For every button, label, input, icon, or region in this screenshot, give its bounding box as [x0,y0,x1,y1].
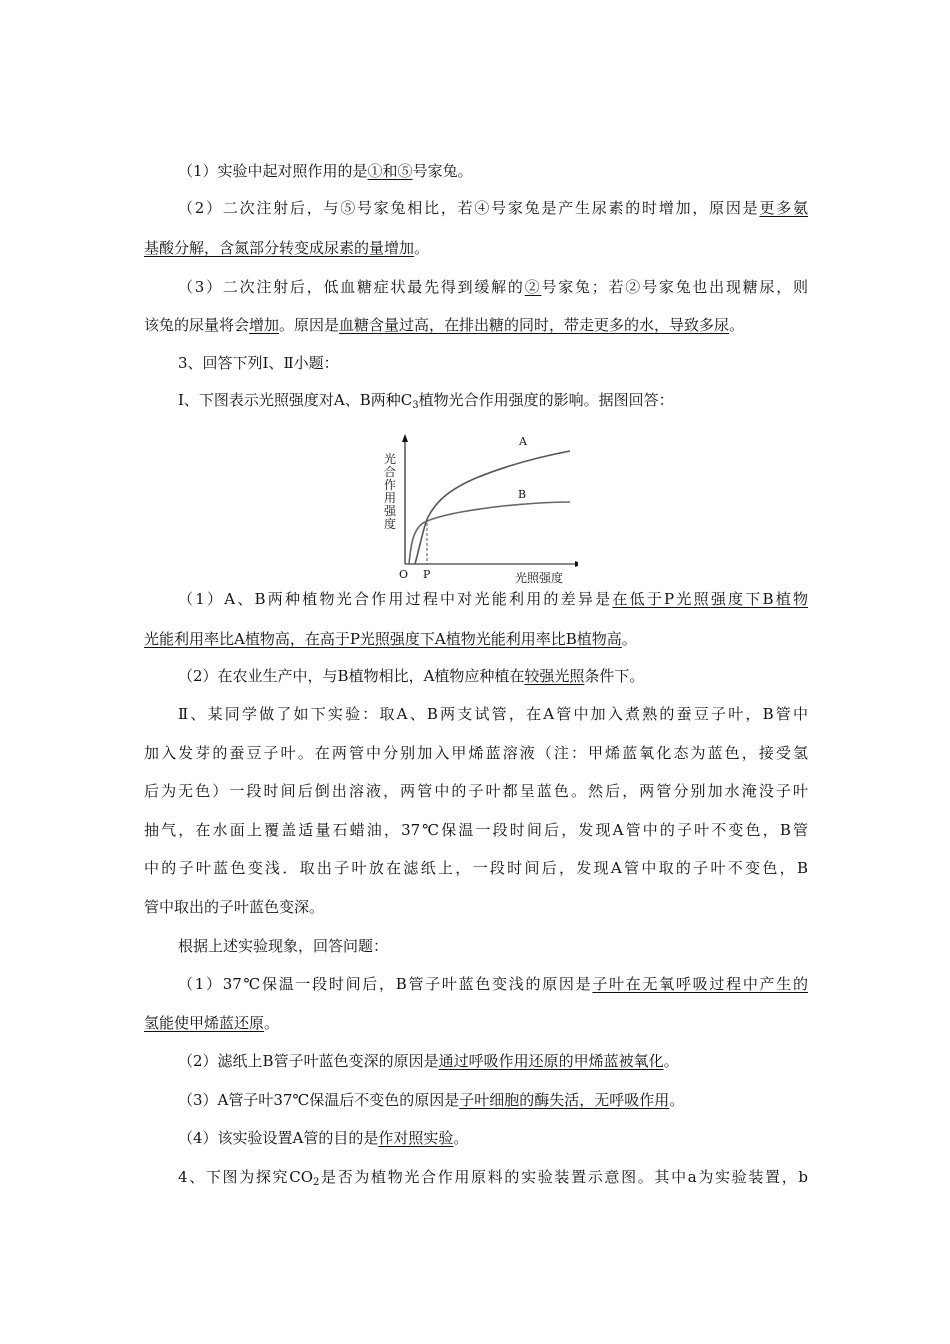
part-ii-q3-line [178,1089,808,1111]
text-segment: Ⅰ、下图表示光照强度对A、B两种C [178,391,413,409]
y-axis-label [384,451,397,531]
text-segment: 根据上述实验现象，回答问题： [178,937,389,955]
x-axis-label: 光照强度 [515,571,564,585]
part-ii-q4-line [178,1127,808,1149]
text-segment: Ⅱ、某同学做了如下实验：取A、B两支试管，在A管中加入煮熟的蚕豆子叶，B管中 [178,705,808,723]
p-label: P [423,568,431,581]
curve-b-label: B [518,488,527,501]
text-segment: 。 [669,1091,685,1109]
q2-urea-line-1 [178,197,808,219]
text-segment: 。 [663,1052,679,1070]
text-segment: 后为无色）一段时间后倒出溶液，两管中的子叶都呈蓝色。然后，两管分别加水淹没子叶 [144,782,808,800]
text-segment: （4）该实验设置A管的目的是 [178,1129,379,1147]
part-ii-para-line-4 [144,819,808,841]
y-axis-label-char: 光 [384,452,397,466]
text-segment: （1）37℃保温一段时间后，B管子叶蓝色变浅的原因是 [178,975,593,993]
answer-underlined: 在低于P光照强度下B植物 [612,590,808,608]
text-segment: 号家兔。 [412,162,473,180]
answer-underlined: ①和⑤ [367,162,413,180]
curve-b [409,502,570,564]
part-ii-q1-line-1 [178,973,808,995]
part-i-intro [178,389,808,417]
y-axis-label-char: 强 [384,504,397,518]
text-segment: 。 [264,1014,280,1032]
part-ii-para-line-2 [144,742,808,764]
part-ii-para-line-6 [144,896,808,918]
curve-a-label: A [519,435,527,448]
text-segment: 。 [453,1129,469,1147]
text-segment: 。 [621,630,637,648]
text-segment: 管中取出的子叶蓝色变深。 [144,898,325,916]
text-segment: （2）在农业生产中，与B植物相比，A植物应种植在 [178,667,525,685]
answer-underlined: 作对照实验 [378,1129,454,1147]
subscript: 2 [313,1177,320,1188]
text-segment: 抽气，在水面上覆盖适量石蜡油，37℃保温一段时间后，发现A管中的子叶不变色，B管 [144,821,808,839]
text-segment: （1）A、B两种植物光合作用过程中对光能利用的差异是 [178,590,613,608]
subscript: 3 [412,400,419,411]
answer-underlined: 子叶细胞的酶失活，无呼吸作用 [459,1091,670,1109]
part-ii-para-line-1 [178,703,808,725]
figure-axes [402,434,578,567]
answer-underlined: 通过呼吸作用还原的甲烯蓝被氧化 [438,1052,664,1070]
section-4-line [178,1166,808,1194]
text-segment: （3）二次注射后，低血糖症状最先得到缓解的 [178,278,525,296]
answer-underlined: 基酸分解，含氮部分转变成尿素的量增加 [144,239,415,257]
y-axis-label-char: 作 [384,478,397,492]
text-segment: （1）实验中起对照作用的是 [178,162,368,180]
y-axis-label-char: 度 [384,517,397,531]
answer-underlined: 更多氨 [759,199,808,217]
text-segment: 植物光合作用强度的影响。据图回答： [418,391,674,409]
y-axis-label-char: 合 [384,465,397,479]
text-segment: 。 [729,316,745,334]
photosynthesis-light-figure [378,432,578,588]
part-ii-q2-line [178,1050,808,1072]
part-i-q2-line [178,665,808,687]
part-i-q1-line-1 [178,588,808,610]
q3-glucose-line-2 [144,314,808,336]
q3-glucose-line-1 [178,276,808,298]
answer-underlined: ② [524,278,542,296]
text-segment: 加入发芽的蚕豆子叶。在两管中分别加入甲烯蓝溶液（注：甲烯蓝氧化态为蓝色，接受氢 [144,744,808,762]
part-i-q1-line-2 [144,628,808,650]
answer-underlined: 子叶在无氧呼吸过程中产生的 [592,975,808,993]
text-segment: （2）二次注射后，与⑤号家兔相比，若④号家兔是产生尿素的时增加，原因是 [178,199,760,217]
answer-underlined: 血糖含量过高，在排出糖的同时，带走更多的水，导致多尿 [339,316,730,334]
origin-label: O [399,568,409,581]
part-ii-prompt [178,935,808,957]
text-segment: 中的子叶蓝色变浅．取出子叶放在滤纸上，一段时间后，发现A管中取的子叶不变色，B [144,859,809,877]
text-segment: 4、下图为探究CO [178,1168,313,1186]
q2-urea-line-2 [144,237,808,259]
text-segment: （3）A管子叶37℃保温后不变色的原因是 [178,1091,460,1109]
answer-underlined: 增加 [249,316,280,334]
text-segment: 。原因是 [279,316,340,334]
part-ii-para-line-3 [144,780,808,802]
part-ii-q1-line-2 [144,1012,808,1034]
text-segment: （2）滤纸上B管子叶蓝色变深的原因是 [178,1052,439,1070]
q1-control-line [178,160,808,182]
answer-underlined: 较强光照 [524,667,585,685]
text-segment: 3、回答下列Ⅰ、Ⅱ小题： [178,354,339,372]
text-segment: 。 [414,239,430,257]
part-ii-para-line-5 [144,857,808,879]
text-segment: 该兔的尿量将会 [144,316,250,334]
answer-underlined: 光能利用率比A植物高，在高于P光照强度下A植物光能利用率比B植物高 [144,630,622,648]
text-segment: 条件下。 [584,667,645,685]
section-3-heading [178,352,808,374]
text-segment: 是否为植物光合作用原料的实验装置示意图。其中a为实验装置，b [319,1168,808,1186]
y-axis-label-char: 用 [384,491,397,505]
answer-underlined: 氢能使甲烯蓝还原 [144,1014,265,1032]
text-segment: 号家兔；若②号家兔也出现糖尿，则 [541,278,808,296]
